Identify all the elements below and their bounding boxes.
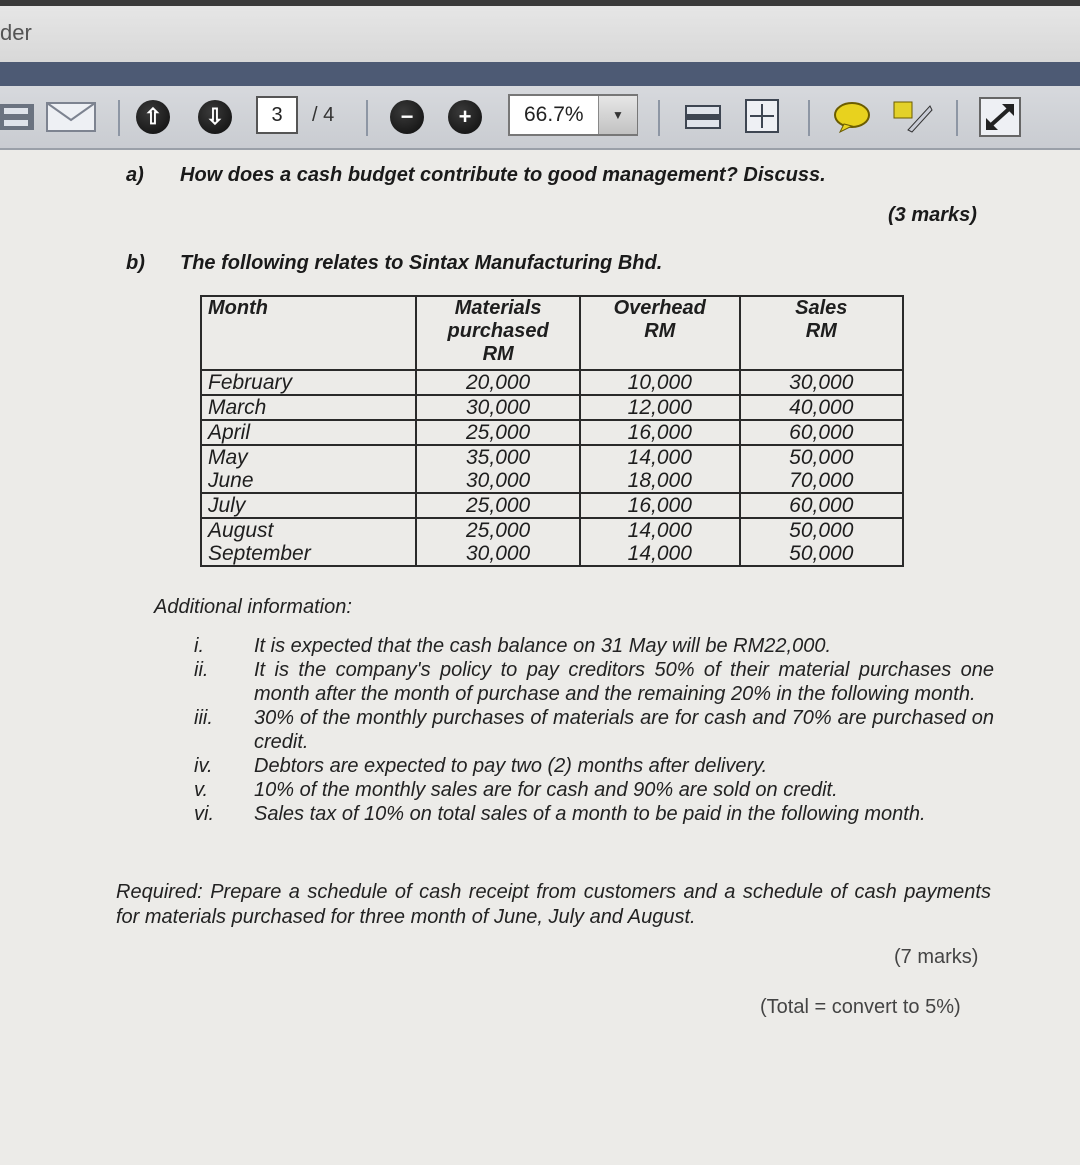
cell-month: April [201, 420, 416, 445]
cell-month: July [201, 493, 416, 518]
cell-overhead: 14,000 [580, 542, 740, 566]
cell-overhead: 16,000 [580, 493, 740, 518]
cell-sales: 60,000 [740, 420, 903, 445]
cell-month: May [201, 445, 416, 469]
total-marks-note: (Total = convert to 5%) [760, 996, 961, 1018]
table-row [201, 469, 903, 493]
highlight-text-icon[interactable] [886, 96, 934, 136]
cell-sales: 50,000 [740, 542, 903, 566]
cell-materials: 35,000 [416, 445, 580, 469]
cell-month: March [201, 395, 416, 420]
question-b-label: b) [126, 252, 145, 274]
cell-overhead: 14,000 [580, 518, 740, 542]
cell-overhead: 16,000 [580, 420, 740, 445]
toolbar-separator [366, 100, 368, 136]
table-row [201, 370, 903, 395]
cell-sales: 40,000 [740, 395, 903, 420]
chevron-down-icon: ▼ [612, 108, 624, 122]
cell-month: August [201, 518, 416, 542]
table-row [201, 395, 903, 420]
cell-materials: 30,000 [416, 542, 580, 566]
cell-materials: 30,000 [416, 469, 580, 493]
list-item: iv. Debtors are expected to pay two (2) months after delivery. [194, 755, 768, 777]
cell-materials: 25,000 [416, 518, 580, 542]
cell-month: September [201, 542, 416, 566]
arrow-down-icon: ⇩ [198, 100, 232, 134]
additional-info-list [194, 634, 994, 826]
document-page [0, 150, 1080, 1165]
required-label: Required: [116, 881, 203, 903]
question-a-label: a) [126, 164, 144, 186]
list-item: vi. Sales tax of 10% on total sales of a month to be paid in the following month. [194, 803, 926, 825]
cell-sales: 60,000 [740, 493, 903, 518]
question-b-text: The following relates to Sintax Manufacturing Bhd. [180, 252, 663, 274]
cell-materials: 30,000 [416, 395, 580, 420]
required-instruction [116, 880, 991, 930]
page-number-input[interactable]: 3 [256, 96, 298, 134]
list-item: iii. 30% of the monthly purchases of materials are for cash and 70% are purchased on credit. [194, 707, 994, 753]
cell-materials: 20,000 [416, 370, 580, 395]
window-menubar-strip [0, 62, 1080, 86]
cell-materials: 25,000 [416, 493, 580, 518]
window-titlebar [0, 0, 1080, 62]
zoom-level-field[interactable]: 66.7% [508, 94, 638, 136]
data-table [200, 295, 904, 567]
cell-overhead: 12,000 [580, 395, 740, 420]
question-a-text: How does a cash budget contribute to good management? Discuss. [180, 164, 826, 186]
fit-width-icon[interactable] [684, 100, 724, 134]
zoom-dropdown-button[interactable] [598, 96, 637, 134]
table-row [201, 445, 903, 469]
cell-materials: 25,000 [416, 420, 580, 445]
cell-overhead: 18,000 [580, 469, 740, 493]
column-header-overhead: Overhead RM [580, 296, 740, 370]
cell-sales: 50,000 [740, 445, 903, 469]
cell-month: February [201, 370, 416, 395]
question-b-marks: (7 marks) [894, 946, 979, 968]
fit-page-icon[interactable] [742, 96, 782, 136]
question-a-marks: (3 marks) [888, 204, 977, 226]
fullscreen-icon[interactable] [978, 96, 1022, 138]
cell-sales: 50,000 [740, 518, 903, 542]
table-header-row [201, 296, 903, 370]
previous-page-button[interactable] [136, 100, 170, 134]
list-item: v. 10% of the monthly sales are for cash and 90% are sold on credit. [194, 779, 838, 801]
plus-icon: + [448, 100, 482, 134]
table-row [201, 518, 903, 542]
minus-icon: − [390, 100, 424, 134]
next-page-button[interactable] [198, 100, 232, 134]
column-header-month: Month [201, 296, 416, 370]
table-row [201, 420, 903, 445]
column-header-sales: Sales RM [740, 296, 903, 370]
cell-overhead: 10,000 [580, 370, 740, 395]
table-row [201, 493, 903, 518]
comment-icon[interactable] [832, 100, 872, 134]
cell-overhead: 14,000 [580, 445, 740, 469]
email-icon[interactable] [44, 100, 98, 134]
zoom-out-button[interactable] [390, 100, 424, 134]
toolbar-separator [658, 100, 660, 136]
save-icon[interactable] [0, 100, 36, 134]
required-text: Prepare a schedule of cash receipt from customers and a schedule of cash payments for materials purchased for three month of June, July and August. [116, 881, 991, 928]
toolbar-separator [808, 100, 810, 136]
cell-sales: 70,000 [740, 469, 903, 493]
table-row [201, 542, 903, 566]
app-title: der [0, 20, 32, 45]
column-header-materials: Materials purchased RM [416, 296, 580, 370]
toolbar-separator [956, 100, 958, 136]
cell-month: June [201, 469, 416, 493]
zoom-in-button[interactable] [448, 100, 482, 134]
cell-sales: 30,000 [740, 370, 903, 395]
arrow-up-icon: ⇧ [136, 100, 170, 134]
list-item: ii. It is the company's policy to pay creditors 50% of their material purchases one month after the month of purchase and the remaining 20% in the following month. [194, 659, 994, 705]
page-total: / 4 [312, 104, 335, 126]
additional-info-title: Additional information: [154, 596, 352, 618]
list-item: i. It is expected that the cash balance on 31 May will be RM22,000. [194, 635, 832, 657]
